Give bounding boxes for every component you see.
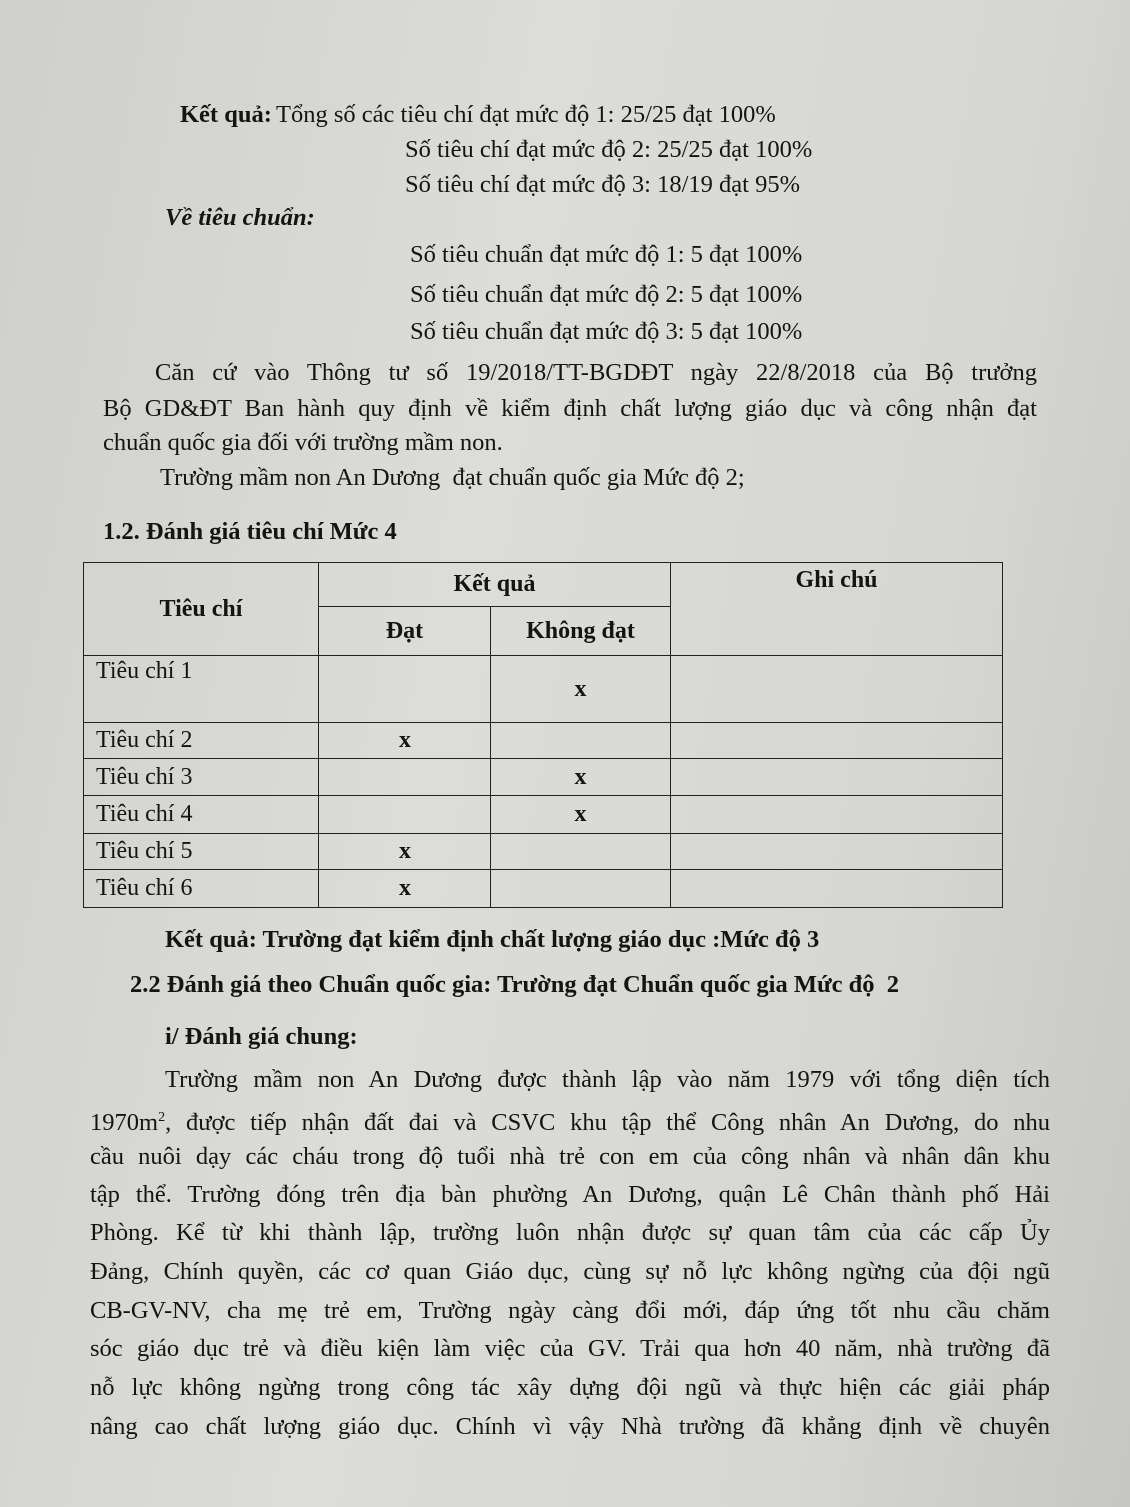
paragraph-line: CB-GV-NV, cha mẹ trẻ em, Trường ngày càng đổi mới, đáp ứng tốt nhu cầu chăm: [90, 1297, 1050, 1324]
basis-line: Căn cứ vào Thông tư số 19/2018/TT-BGDĐT ngày 22/8/2018 của Bộ trưởng: [155, 359, 1037, 386]
fail-mark: [491, 870, 671, 908]
results-line: Tổng số các tiêu chí đạt mức độ 1: 25/25 đạt 100%: [276, 101, 776, 128]
table-row: [84, 834, 1003, 870]
pass-mark: x: [319, 870, 491, 908]
standards-line: Số tiêu chuẩn đạt mức độ 1: 5 đạt 100%: [410, 241, 803, 268]
pass-mark: [319, 759, 491, 796]
paragraph-line: cầu nuôi dạy các cháu trong độ tuổi nhà trẻ con em của công nhân và nhân dân khu: [90, 1143, 1050, 1170]
header-note: Ghi chú: [671, 563, 1003, 656]
table-row: [84, 723, 1003, 759]
paragraph-line: nâng cao chất lượng giáo dục. Chính vì vậy Nhà trường đã khẳng định về chuyên: [90, 1413, 1050, 1440]
table-row: [84, 796, 1003, 834]
superscript: 2: [158, 1110, 166, 1125]
section-heading: 2.2 Đánh giá theo Chuẩn quốc gia: Trường đạt Chuẩn quốc gia Mức độ 2: [130, 971, 900, 998]
note: [671, 759, 1003, 796]
section-heading: 1.2. Đánh giá tiêu chí Mức 4: [103, 518, 397, 545]
conclusion: Trường mầm non An Dương đạt chuẩn quốc gia Mức độ 2;: [160, 464, 745, 491]
basis-line: Bộ GD&ĐT Ban hành quy định về kiểm định chất lượng giáo dục và công nhận đạt: [103, 395, 1037, 422]
fail-mark: x: [491, 796, 671, 834]
table-row: [84, 870, 1003, 908]
line-text: , được tiếp nhận đất đai và CSVC khu tập thể Công nhân An Dương, do nhu: [165, 1109, 1050, 1137]
standards-heading: Về tiêu chuẩn:: [165, 204, 315, 231]
results-label: Kết quả:: [180, 101, 272, 128]
area-value: 1970m: [90, 1109, 159, 1137]
table-row: [84, 759, 1003, 796]
criteria-name: Tiêu chí 2: [84, 723, 319, 759]
criteria-name: Tiêu chí 5: [84, 834, 319, 870]
fail-mark: [491, 834, 671, 870]
criteria-name: Tiêu chí 3: [84, 759, 319, 796]
results-line: Số tiêu chí đạt mức độ 2: 25/25 đạt 100%: [405, 136, 813, 163]
criteria-table: [83, 562, 1003, 908]
fail-mark: x: [491, 759, 671, 796]
paragraph-line: tập thể. Trường đóng trên địa bàn phường An Dương, quận Lê Chân thành phố Hải: [90, 1181, 1050, 1208]
standards-line: Số tiêu chuẩn đạt mức độ 2: 5 đạt 100%: [410, 281, 803, 308]
criteria-name: Tiêu chí 4: [84, 796, 319, 834]
fail-mark: [491, 723, 671, 759]
header-pass: Đạt: [319, 607, 491, 656]
header-result: Kết quả: [319, 563, 671, 607]
note: [671, 870, 1003, 908]
basis-line: chuẩn quốc gia đối với trường mầm non.: [103, 429, 503, 456]
note: [671, 796, 1003, 834]
header-criteria: Tiêu chí: [84, 563, 319, 656]
note: [671, 656, 1003, 723]
pass-mark: [319, 796, 491, 834]
paragraph-line: nỗ lực không ngừng trong công tác xây dựng đội ngũ và thực hiện các giải pháp: [90, 1374, 1050, 1401]
pass-mark: [319, 656, 491, 723]
paragraph-line: sóc giáo dục trẻ và điều kiện làm việc của GV. Trải qua hơn 40 năm, nhà trường đã: [90, 1335, 1050, 1362]
note: [671, 834, 1003, 870]
subsection-heading: i/ Đánh giá chung:: [165, 1023, 358, 1050]
paragraph-line: [90, 1103, 1050, 1138]
table-result: Kết quả: Trường đạt kiểm định chất lượng giáo dục :Mức độ 3: [165, 926, 820, 953]
pass-mark: x: [319, 834, 491, 870]
paragraph-line: Trường mầm non An Dương được thành lập vào năm 1979 với tổng diện tích: [165, 1066, 1050, 1093]
note: [671, 723, 1003, 759]
table-row: [84, 656, 1003, 723]
criteria-name: Tiêu chí 1: [84, 656, 319, 723]
header-fail: Không đạt: [491, 607, 671, 656]
paragraph-line: Phòng. Kể từ khi thành lập, trường luôn nhận được sự quan tâm của các cấp Ủy: [90, 1219, 1050, 1246]
pass-mark: x: [319, 723, 491, 759]
criteria-name: Tiêu chí 6: [84, 870, 319, 908]
fail-mark: x: [491, 656, 671, 723]
paragraph-line: Đảng, Chính quyền, các cơ quan Giáo dục, cùng sự nỗ lực không ngừng của đội ngũ: [90, 1258, 1050, 1285]
standards-line: Số tiêu chuẩn đạt mức độ 3: 5 đạt 100%: [410, 318, 803, 345]
results-line: Số tiêu chí đạt mức độ 3: 18/19 đạt 95%: [405, 171, 801, 198]
